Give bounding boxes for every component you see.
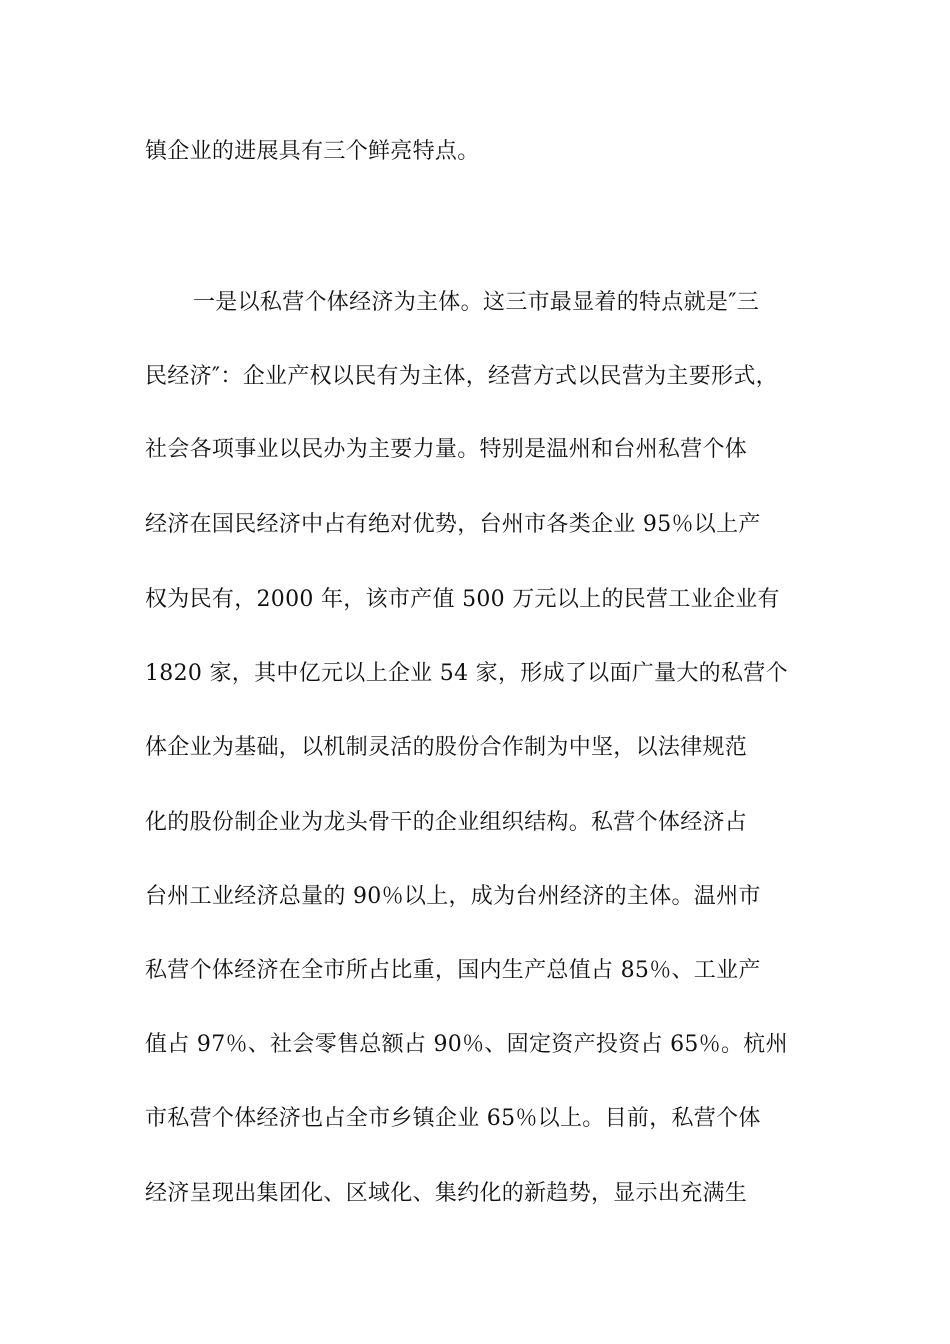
paragraph-line-4: 社会各项事业以民办为主要力量。特别是温州和台州私营个体 (145, 437, 748, 462)
paragraph-line-6: 权为民有，2000 年，该市产值 500 万元以上的民营工业企业有 (145, 587, 780, 612)
paragraph-line-8: 体企业为基础，以机制灵活的股份合作制为中坚，以法律规范 (145, 735, 748, 760)
paragraph-line-12: 值占 97％、社会零售总额占 90％、固定资产投资占 65％。杭州 (145, 1032, 788, 1057)
paragraph-line-5: 经济在国民经济中占有绝对优势，台州市各类企业 95％以上产 (145, 512, 761, 537)
paragraph-line-9: 化的股份制企业为龙头骨干的企业组织结构。私营个体经济占 (145, 810, 748, 835)
paragraph-line-11: 私营个体经济在全市所占比重，国内生产总值占 85％、工业产 (145, 958, 761, 983)
paragraph-line-2: 一是以私营个体经济为主体。这三市最显着的特点就是″三 (193, 290, 760, 315)
paragraph-line-13: 市私营个体经济也占全市乡镇企业 65％以上。目前，私营个体 (145, 1106, 761, 1131)
paragraph-line-14: 经济呈现出集团化、区域化、集约化的新趋势，显示出充满生 (145, 1181, 748, 1206)
paragraph-line-1: 镇企业的进展具有三个鲜亮特点。 (145, 139, 480, 164)
paragraph-line-3: 民经济″：企业产权以民有为主体，经营方式以民营为主要形式， (145, 364, 778, 389)
paragraph-line-10: 台州工业经济总量的 90％以上，成为台州经济的主体。温州市 (145, 884, 761, 909)
paragraph-line-7: 1820 家，其中亿元以上企业 54 家，形成了以面广量大的私营个 (145, 661, 788, 686)
